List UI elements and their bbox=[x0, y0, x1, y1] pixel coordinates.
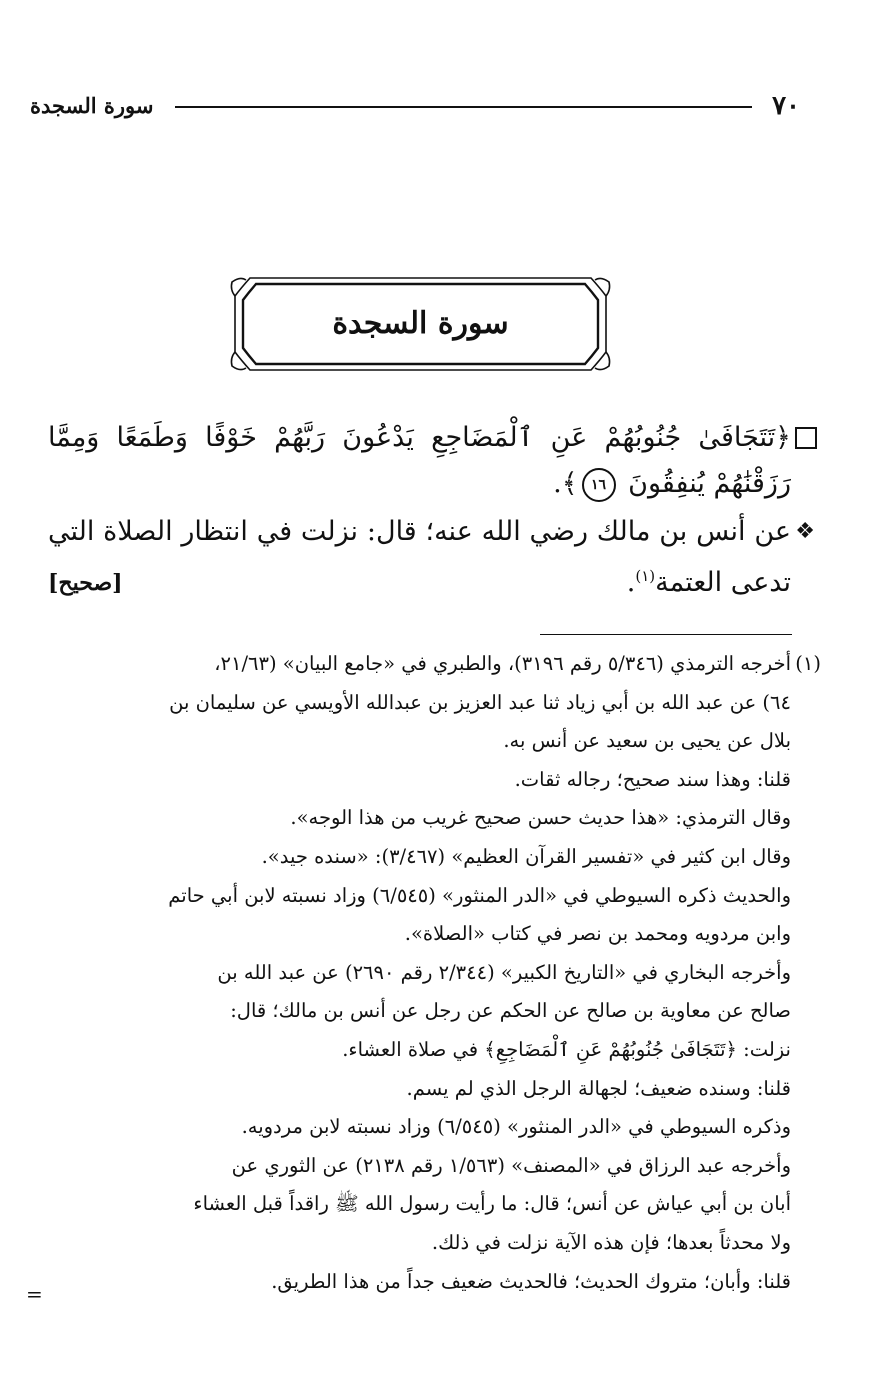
verse-number-badge: ١٦ bbox=[582, 468, 616, 502]
footnote-number: (١) bbox=[795, 652, 821, 675]
footnote-line: ولا محدثاً بعدها؛ فإن هذه الآية نزلت في ذلك. bbox=[431, 1230, 791, 1254]
chapter-title-frame bbox=[228, 270, 613, 378]
diamond-bullet-icon: ❖ bbox=[795, 519, 815, 544]
footnote-line: ٦٤) عن عبد الله بن أبي زياد ثنا عبد العزيز بن عبدالله الأويسي عن سليمان بن bbox=[169, 690, 791, 714]
running-title: سورة السجدة bbox=[30, 93, 154, 118]
footnote-line: وذكره السيوطي في «الدر المنثور» (٦/٥٤٥) وزاد نسبته لابن مردويه. bbox=[241, 1115, 791, 1139]
hadith-end: . bbox=[626, 567, 636, 598]
hadith-grade: [صحيح] bbox=[48, 570, 123, 596]
margin-mark: = bbox=[26, 1282, 43, 1306]
footnote-separator bbox=[540, 634, 792, 635]
hadith-text-block bbox=[48, 510, 791, 605]
section-square-icon bbox=[795, 427, 817, 449]
header-rule bbox=[175, 106, 752, 108]
hadith-text: عن أنس بن مالك رضي الله عنه؛ قال: نزلت في انتظار الصلاة التي تدعى العتمة bbox=[48, 516, 791, 598]
footnote-line: بلال عن يحيى بن سعيد عن أنس به. bbox=[503, 729, 791, 753]
page-number: ٧٠ bbox=[772, 91, 800, 121]
quran-verse bbox=[48, 415, 791, 507]
footnote-line: نزلت: ﴿تَتَجَافَىٰ جُنُوبُهُمْ عَنِ ٱلْمَضَاجِعِ﴾ في صلاة العشاء. bbox=[342, 1037, 791, 1061]
verse-end: ﴾. bbox=[553, 468, 578, 499]
footnote-line: وأخرجه البخاري في «التاريخ الكبير» (٢/٣٤٤ رقم ٢٦٩٠) عن عبد الله بن bbox=[217, 960, 791, 984]
footnote-line: وقال ابن كثير في «تفسير القرآن العظيم» (٣/٤٦٧): «سنده جيد». bbox=[261, 844, 791, 868]
footnote-line: قلنا: وسنده ضعيف؛ لجهالة الرجل الذي لم يسم. bbox=[406, 1076, 791, 1100]
footnote-body bbox=[48, 645, 791, 1301]
footnote-line: أخرجه الترمذي (٥/٣٤٦ رقم ٣١٩٦)، والطبري في «جامع البيان» (٢١/٦٣، bbox=[214, 652, 791, 675]
footnote-line: والحديث ذكره السيوطي في «الدر المنثور» (٦/٥٤٥) وزاد نسبته لابن أبي حاتم bbox=[168, 883, 791, 907]
footnote-ref: (١) bbox=[635, 567, 656, 585]
verse-text: ﴿تَتَجَافَىٰ جُنُوبُهُمْ عَنِ ٱلْمَضَاجِعِ يَدْعُونَ رَبَّهُمْ خَوْفًا وَطَمَعًا وَمِمَّا رَزَقْنَٰهُمْ يُنفِقُونَ bbox=[48, 422, 791, 499]
running-header bbox=[30, 88, 800, 124]
footnote-line: قلنا: وأبان؛ متروك الحديث؛ فالحديث ضعيف جداً من هذا الطريق. bbox=[271, 1269, 791, 1293]
footnote-line: أبان بن أبي عياش عن أنس؛ قال: ما رأيت رسول الله ﷺ راقداً قبل العشاء bbox=[193, 1192, 791, 1216]
footnote-line: وقال الترمذي: «هذا حديث حسن صحيح غريب من هذا الوجه». bbox=[290, 806, 791, 830]
footnote-line: قلنا: وهذا سند صحيح؛ رجاله ثقات. bbox=[514, 767, 791, 791]
chapter-title: سورة السجدة bbox=[332, 306, 509, 341]
footnote-line: وأخرجه عبد الرزاق في «المصنف» (١/٥٦٣ رقم ٢١٣٨) عن الثوري عن bbox=[231, 1153, 791, 1177]
footnote-line: وابن مردويه ومحمد بن نصر في كتاب «الصلاة». bbox=[404, 922, 791, 946]
footnote-line: صالح عن معاوية بن صالح عن الحكم عن رجل عن أنس بن مالك؛ قال: bbox=[230, 999, 791, 1023]
